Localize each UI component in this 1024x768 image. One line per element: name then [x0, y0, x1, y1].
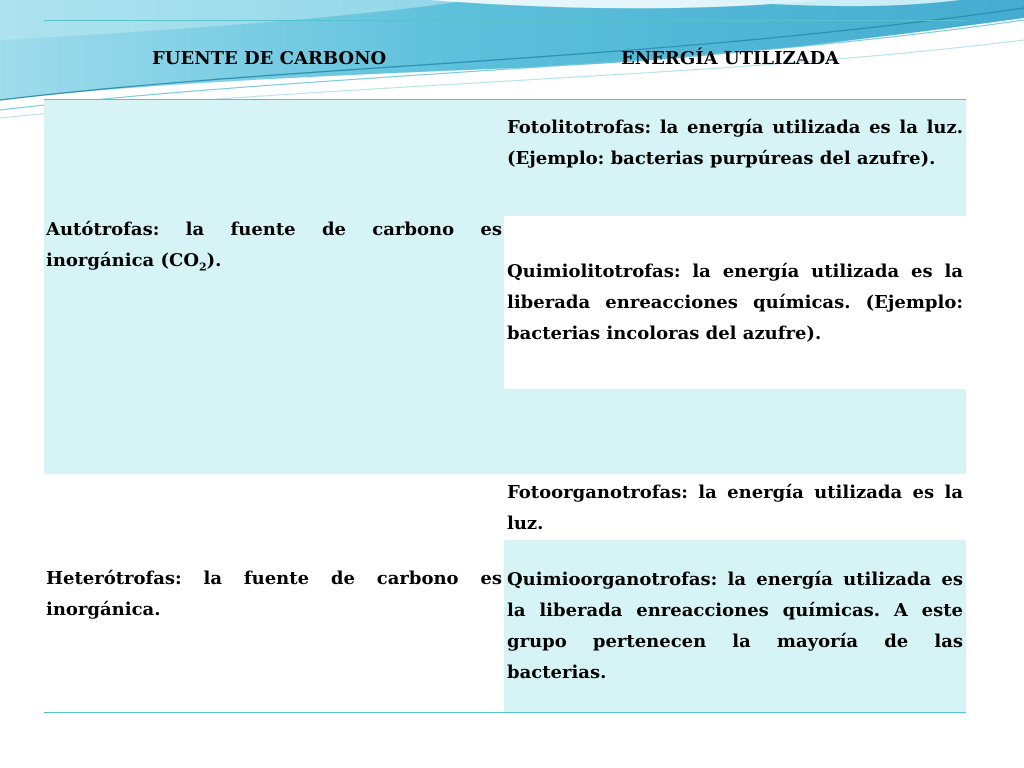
chemoorganotrophs-text: Quimioorganotrofas: la energía utilizada es la liberada enreacciones químicas. A este grupo pertenecen la mayoría de las bacterias.: [507, 569, 963, 683]
empty-band-cell: [504, 389, 966, 474]
table-top-rule: [44, 20, 966, 21]
photolithotrophs-text: Fotolitotrofas: la energía utilizada es la luz. (Ejemplo: bacterias purpúreas del azufre).: [507, 117, 963, 169]
header-carbon-source: FUENTE DE CARBONO: [152, 48, 387, 69]
header-energy-used: ENERGÍA UTILIZADA: [621, 48, 840, 69]
autotrophs-carbon-cell: [44, 100, 504, 474]
photoorganotrophs-text: Fotoorganotrofas: la energía utilizada es la luz.: [507, 482, 963, 534]
autotrophs-carbon-text: Autótrofas: la fuente de carbono es inorgánica $(CO_2)$.: [46, 219, 502, 274]
table-bottom-rule: [44, 712, 966, 713]
chemolithotrophs-text: Quimiolitotrofas: la energía utilizada es la liberada enreacciones químicas. (Ejemplo: bacterias incoloras del azufre).: [507, 261, 963, 344]
heterotrophs-carbon-text: Heterótrofas: la fuente de carbono es inorgánica.: [46, 568, 502, 620]
